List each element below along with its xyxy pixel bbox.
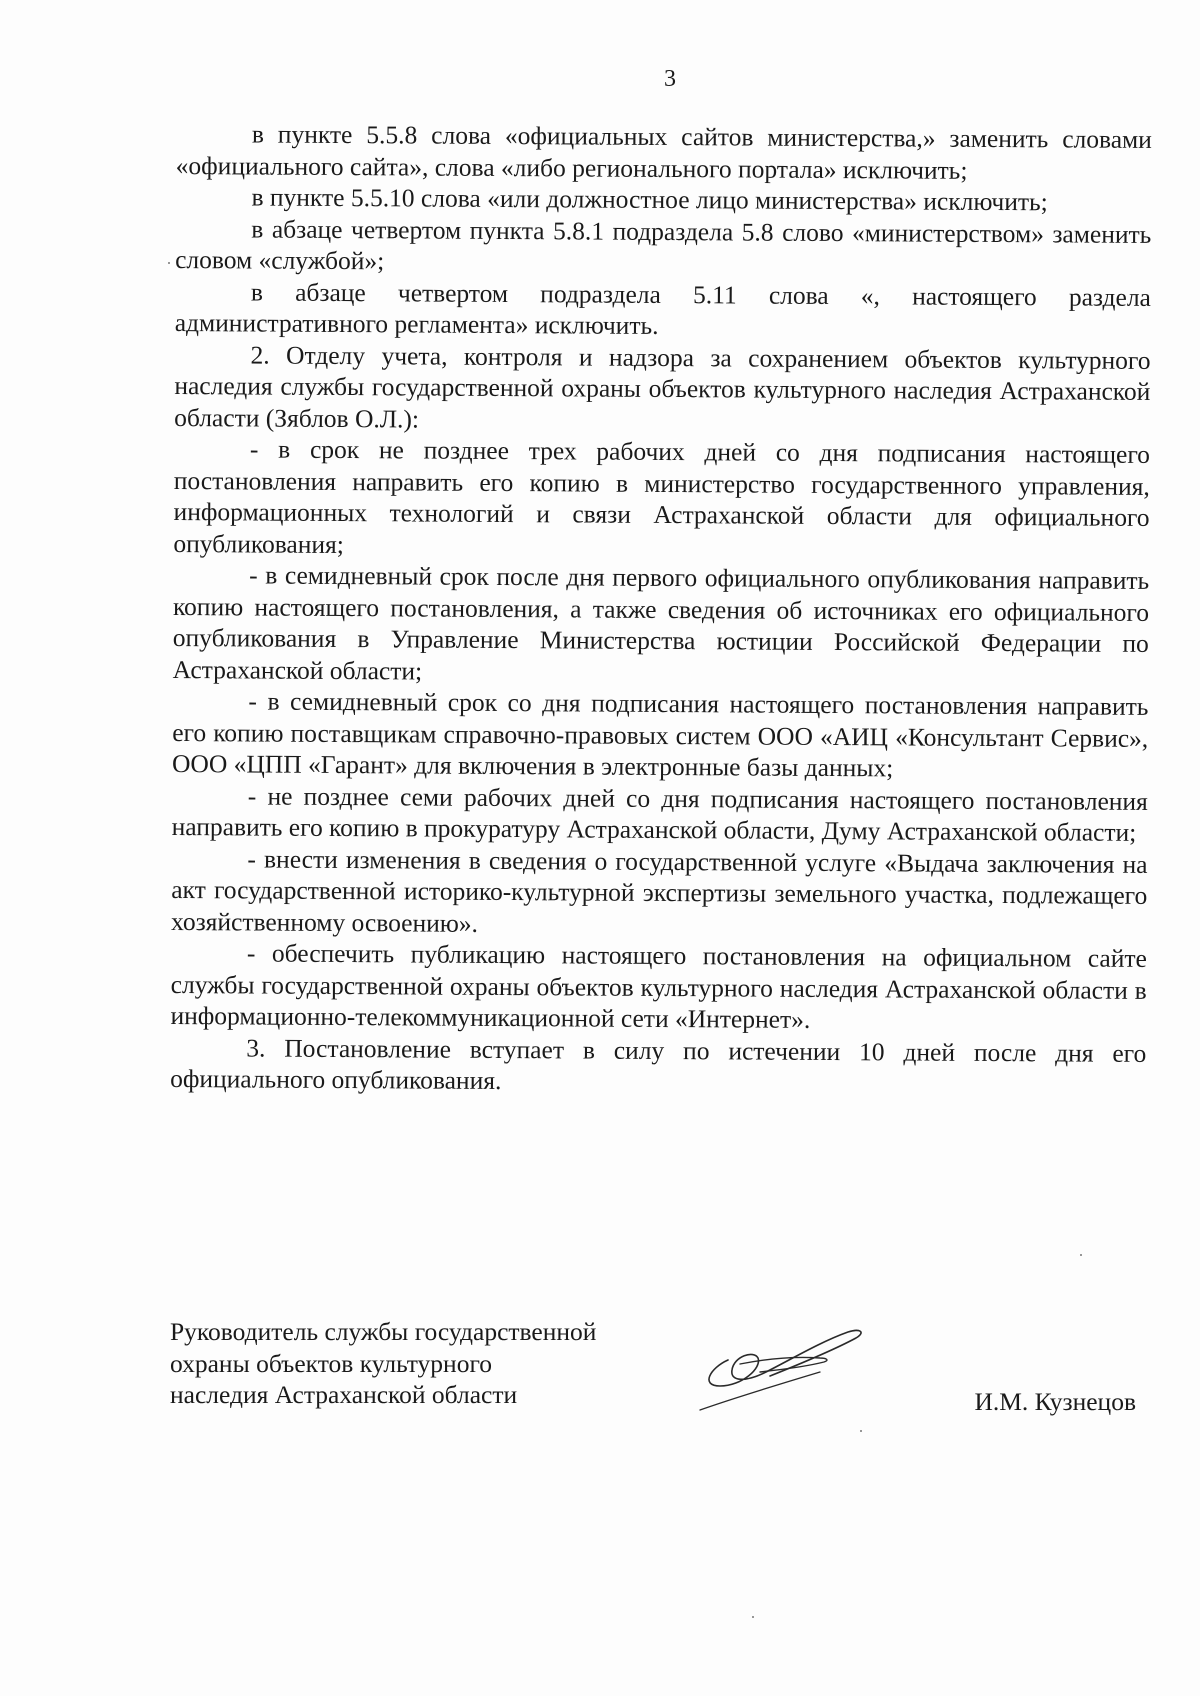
paragraph-8: - в семидневный срок со дня подписания настоящего постановления направить его копию поставщикам справочно-правовых систем ООО «АИЦ «Консультант Сервис», ООО «ЦПП «Гарант» для включения в электронные базы данных; [171,686,1149,783]
paragraph-5: 2. Отделу учета, контроля и надзора за сохранением объектов культурного наследия службы государственной охраны объектов культурного наследия Астраханской области (Зяблов О.Л.): [174,339,1151,433]
paragraph-11: - обеспечить публикацию настоящего постановления на официальном сайте службы государственной охраны объектов культурного наследия Астраханской области в информационно-телекоммуникационной сети «Интернет». [170,938,1147,1034]
signature-block [170,1316,1160,1436]
paragraph-12: 3. Постановление вступает в силу по истечении 10 дней после дня его официального опубликования. [170,1032,1147,1096]
signatory-name: И.М. Кузнецов [974,1387,1136,1416]
scan-speck [752,1616,754,1618]
paragraph-9: - не позднее семи рабочих дней со дня подписания настоящего постановления направить его копию в прокуратуру Астраханской области, Думу Астраханской области; [171,780,1148,847]
paragraph-1: в пункте 5.5.8 слова «официальных сайтов министерства,» заменить словами «официального сайта», слова «либо регионального портала» исключить; [175,119,1152,185]
paragraph-6: - в срок не позднее трех рабочих дней со дня подписания настоящего постановления направить его копию в министерство государственного управления, информационных технологий и связи Астраханской области для официального опубликования; [173,434,1151,559]
page-number: 3 [664,66,676,92]
signatory-position [170,1316,690,1411]
paragraph-4: в абзаце четвертом подраздела 5.11 слова «, настоящего раздела административного регламента» исключить. [174,276,1152,340]
signatory-position-line-3: наследия Астраханской области [170,1380,518,1409]
document-body [170,118,1152,1100]
scan-speck [860,1430,862,1432]
scan-speck [1080,1254,1082,1256]
paragraph-3: в абзаце четвертом пункта 5.8.1 подраздела 5.8 слово «министерством» заменить словом «службой»; [175,213,1152,276]
paragraph-10: - внести изменения в сведения о государственной услуге «Выдача заключения на акт государственной историко-культурной экспертизы земельного участка, подлежащего хозяйственному освоению». [171,843,1148,938]
signatory-position-line-2: охраны объектов культурного [170,1348,493,1378]
handwritten-signature [670,1298,870,1418]
scan-speck [168,262,170,264]
signatory-position-line-1: Руководитель службы государственной [170,1317,597,1346]
paragraph-2: в пункте 5.5.10 слова «или должностное лицо министерства» исключить; [251,182,1048,217]
paragraph-7: - в семидневный срок после дня первого официального опубликования направить копию настоящего постановления, а также сведения об источниках его официального опубликования в Управление Министерства юстиции Российской Федерации по Астраханской области; [172,560,1150,686]
